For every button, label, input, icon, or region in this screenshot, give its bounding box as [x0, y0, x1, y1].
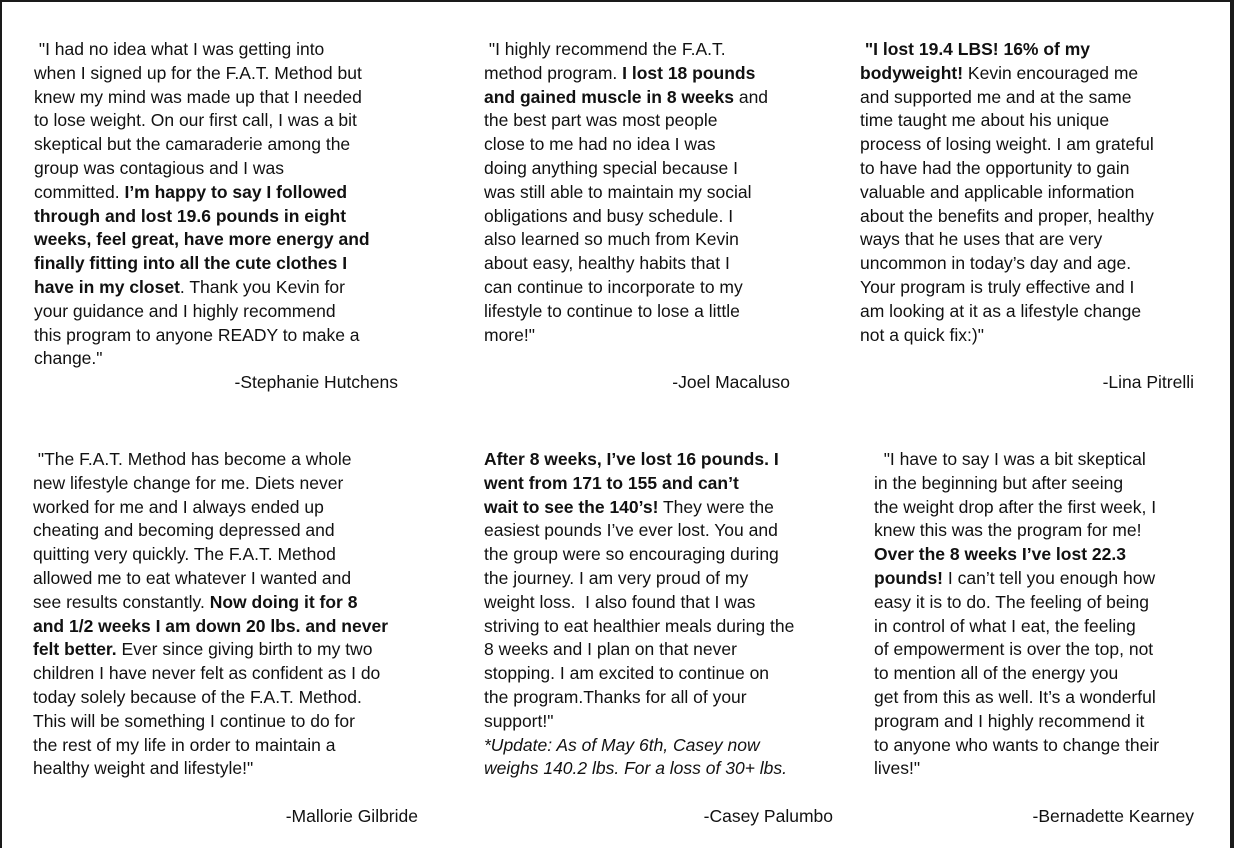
body-text: "I highly recommend the F.A.T.	[484, 39, 726, 59]
highlight-text: and 1/2 weeks I am down 20 lbs. and never	[33, 615, 388, 636]
testimonial-line	[874, 543, 1214, 567]
testimonial-line	[484, 324, 844, 348]
testimonial-line	[484, 757, 854, 781]
testimonial-author: -Lina Pitrelli	[1102, 372, 1194, 392]
testimonial-line	[34, 109, 434, 133]
testimonial-line	[874, 567, 1214, 591]
body-text: in the beginning but after seeing	[874, 472, 1124, 493]
testimonial-line	[484, 662, 854, 686]
body-text: time taught me about his unique	[860, 110, 1110, 131]
body-text: doing anything special because I	[484, 157, 738, 178]
testimonial-line	[34, 252, 434, 276]
testimonial-line	[33, 591, 443, 615]
body-text: your guidance and I highly recommend	[34, 300, 336, 321]
testimonial-line	[484, 300, 844, 324]
highlight-text: and gained muscle in 8 weeks	[484, 86, 734, 107]
highlight-text: have in my closet	[34, 276, 180, 297]
body-text: the weight drop after the first week, I	[874, 496, 1157, 517]
highlight-text: went from 171 to 155 and can’t	[484, 472, 739, 493]
testimonial-line	[33, 567, 443, 591]
testimonial-line	[33, 638, 443, 662]
testimonial-line	[484, 62, 844, 86]
body-text: healthy weight and lifestyle!"	[33, 758, 254, 779]
testimonial-line	[34, 181, 434, 205]
testimonial-line	[874, 496, 1214, 520]
body-text: lives!"	[874, 758, 921, 779]
testimonial-line	[34, 228, 434, 252]
testimonial-line	[484, 109, 844, 133]
testimonial-line	[874, 638, 1214, 662]
testimonial-line	[874, 686, 1214, 710]
testimonial-line	[874, 710, 1214, 734]
body-text: "I have to say I was a bit skeptical	[874, 449, 1146, 469]
testimonial-line	[484, 448, 854, 472]
testimonial-card	[860, 38, 1220, 347]
testimonial-card	[484, 38, 844, 347]
testimonial-line	[484, 38, 844, 62]
body-text: today solely because of the F.A.T. Method.	[33, 686, 362, 707]
highlight-text: through and lost 19.6 pounds in eight	[34, 205, 347, 226]
update-note: weighs 140.2 lbs. For a loss of 30+ lbs.	[484, 758, 788, 779]
body-text: also learned so much from Kevin	[484, 229, 739, 250]
highlight-text: I lost 18 pounds	[622, 62, 756, 83]
testimonial-line	[484, 591, 854, 615]
body-text: was still able to maintain my social	[484, 181, 752, 202]
testimonial-line	[34, 276, 434, 300]
body-text: 8 weeks and I plan on that never	[484, 639, 737, 660]
body-text: valuable and applicable information	[860, 181, 1135, 202]
testimonial-author: -Joel Macaluso	[672, 372, 790, 392]
testimonial-line	[33, 615, 443, 639]
body-text: not a quick fix:)"	[860, 324, 984, 345]
update-note: *Update: As of May 6th, Casey now	[484, 734, 760, 755]
testimonial-line	[484, 496, 854, 520]
body-text: children I have never felt as confident as I do	[33, 663, 381, 684]
body-text: uncommon in today’s day and age.	[860, 253, 1132, 274]
testimonial-line	[874, 591, 1214, 615]
testimonial-line	[860, 276, 1220, 300]
testimonial-author: -Casey Palumbo	[703, 806, 833, 826]
testimonial-line	[484, 543, 854, 567]
body-text: program and I highly recommend it	[874, 710, 1145, 731]
highlight-text: finally fitting into all the cute clothes I	[34, 253, 348, 274]
body-text: group was contagious and I was	[34, 157, 285, 178]
testimonial-line	[874, 615, 1214, 639]
testimonial-author: -Bernadette Kearney	[1032, 806, 1194, 826]
body-text: cheating and becoming depressed and	[33, 520, 335, 541]
body-text: Ever since giving birth to my two	[116, 639, 373, 660]
testimonial-line	[874, 662, 1214, 686]
body-text: about easy, healthy habits that I	[484, 253, 730, 274]
testimonial-line	[860, 300, 1220, 324]
body-text: ways that he uses that are very	[860, 229, 1103, 250]
testimonial-line	[34, 347, 434, 371]
testimonial-line	[874, 519, 1214, 543]
body-text: easiest pounds I’ve ever lost. You and	[484, 520, 778, 541]
highlight-text: wait to see the 140’s!	[484, 496, 659, 517]
testimonial-line	[860, 228, 1220, 252]
testimonial-line	[33, 710, 443, 734]
testimonial-line	[484, 181, 844, 205]
highlight-text: felt better.	[33, 639, 117, 660]
testimonial-line	[34, 205, 434, 229]
testimonial-card	[33, 448, 443, 781]
testimonial-line	[484, 710, 854, 734]
testimonial-line	[33, 472, 443, 496]
body-text: in control of what I eat, the feeling	[874, 615, 1136, 636]
body-text: This will be something I continue to do for	[33, 710, 355, 731]
body-text: the program.Thanks for all of your	[484, 686, 747, 707]
testimonial-line	[33, 543, 443, 567]
testimonial-line	[34, 86, 434, 110]
body-text: method program.	[484, 62, 623, 83]
body-text: worked for me and I always ended up	[33, 496, 324, 517]
testimonial-line	[33, 496, 443, 520]
body-text: They were the	[658, 496, 774, 517]
testimonial-line	[484, 567, 854, 591]
body-text: Kevin encouraged me	[963, 62, 1139, 83]
testimonial-line	[484, 133, 844, 157]
testimonial-line	[484, 638, 854, 662]
highlight-text: Now doing it for 8	[209, 591, 358, 612]
highlight-text: After 8 weeks, I’ve lost 16 pounds. I	[484, 449, 779, 469]
body-text: new lifestyle change for me. Diets never	[33, 472, 344, 493]
testimonial-line	[33, 686, 443, 710]
body-text: Your program is truly effective and I	[860, 276, 1135, 297]
highlight-text: I’m happy to say I followed	[124, 181, 348, 202]
body-text: of empowerment is over the top, not	[874, 639, 1154, 660]
body-text: close to me had no idea I was	[484, 134, 716, 155]
body-text: get from this as well. It’s a wonderful	[874, 686, 1156, 707]
body-text: committed.	[34, 181, 125, 202]
body-text: the group were so encouraging during	[484, 544, 779, 565]
testimonial-line	[33, 757, 443, 781]
testimonial-line	[484, 734, 854, 758]
body-text: the rest of my life in order to maintain a	[33, 734, 336, 755]
body-text: striving to eat healthier meals during the	[484, 615, 795, 636]
body-text: quitting very quickly. The F.A.T. Method	[33, 544, 336, 565]
testimonial-line	[860, 205, 1220, 229]
body-text: the best part was most people	[484, 110, 718, 131]
body-text: allowed me to eat whatever I wanted and	[33, 567, 352, 588]
testimonial-line	[33, 734, 443, 758]
testimonial-line	[860, 62, 1220, 86]
body-text: to lose weight. On our first call, I was a bit	[34, 110, 357, 131]
testimonial-line	[874, 472, 1214, 496]
testimonial-line	[860, 181, 1220, 205]
testimonial-line	[484, 472, 854, 496]
testimonial-card	[874, 448, 1214, 781]
body-text: more!"	[484, 324, 535, 345]
body-text: process of losing weight. I am grateful	[860, 134, 1154, 155]
testimonial-line	[484, 686, 854, 710]
body-text: when I signed up for the F.A.T. Method but	[34, 62, 362, 83]
testimonial-line	[34, 324, 434, 348]
testimonial-line	[484, 519, 854, 543]
body-text: . Thank you Kevin for	[179, 276, 345, 297]
body-text: skeptical but the camaraderie among the	[34, 134, 351, 155]
body-text: obligations and busy schedule. I	[484, 205, 734, 226]
testimonial-line	[484, 615, 854, 639]
testimonial-line	[484, 157, 844, 181]
body-text: see results constantly.	[33, 591, 210, 612]
testimonial-line	[484, 86, 844, 110]
testimonial-line	[33, 662, 443, 686]
body-text: and supported me and at the same	[860, 86, 1132, 107]
testimonial-line	[860, 252, 1220, 276]
body-text: support!"	[484, 710, 554, 731]
testimonial-author: -Stephanie Hutchens	[234, 372, 398, 392]
testimonial-line	[34, 157, 434, 181]
testimonial-line	[860, 86, 1220, 110]
testimonial-line	[874, 448, 1214, 472]
body-text: "I had no idea what I was getting into	[34, 39, 325, 59]
highlight-text: Over the 8 weeks I’ve lost 22.3	[874, 544, 1126, 565]
body-text: and	[733, 86, 769, 107]
highlight-text: weeks, feel great, have more energy and	[34, 229, 370, 250]
body-text: the journey. I am very proud of my	[484, 567, 749, 588]
testimonial-line	[860, 324, 1220, 348]
testimonial-line	[484, 228, 844, 252]
testimonial-line	[860, 38, 1220, 62]
body-text: "The F.A.T. Method has become a whole	[33, 449, 352, 469]
highlight-text: "I lost 19.4 LBS! 16% of my	[860, 39, 1091, 59]
testimonial-line	[874, 757, 1214, 781]
body-text: knew this was the program for me!	[874, 520, 1142, 541]
testimonial-line	[33, 519, 443, 543]
testimonial-line	[874, 734, 1214, 758]
body-text: lifestyle to continue to lose a little	[484, 300, 740, 321]
body-text: to have had the opportunity to gain	[860, 157, 1130, 178]
body-text: knew my mind was made up that I needed	[34, 86, 362, 107]
testimonial-line	[860, 109, 1220, 133]
highlight-text: pounds!	[874, 567, 944, 588]
body-text: about the benefits and proper, healthy	[860, 205, 1154, 226]
testimonial-line	[34, 62, 434, 86]
body-text: to mention all of the energy you	[874, 663, 1119, 684]
testimonial-line	[34, 300, 434, 324]
body-text: to anyone who wants to change their	[874, 734, 1160, 755]
highlight-text: bodyweight!	[860, 62, 964, 83]
testimonial-card	[484, 448, 854, 781]
testimonial-line	[860, 133, 1220, 157]
body-text: stopping. I am excited to continue on	[484, 663, 770, 684]
testimonial-line	[34, 133, 434, 157]
testimonial-line	[34, 38, 434, 62]
testimonial-line	[33, 448, 443, 472]
testimonial-author: -Mallorie Gilbride	[285, 806, 418, 826]
body-text: am looking at it as a lifestyle change	[860, 300, 1142, 321]
testimonial-line	[484, 252, 844, 276]
testimonial-line	[484, 276, 844, 300]
body-text: weight loss. I also found that I was	[484, 591, 756, 612]
body-text: can continue to incorporate to my	[484, 276, 743, 297]
testimonial-card	[34, 38, 434, 371]
testimonial-line	[484, 205, 844, 229]
testimonial-line	[860, 157, 1220, 181]
body-text: easy it is to do. The feeling of being	[874, 591, 1149, 612]
body-text: I can’t tell you enough how	[943, 567, 1156, 588]
body-text: this program to anyone READY to make a	[34, 324, 360, 345]
body-text: change."	[34, 348, 103, 369]
